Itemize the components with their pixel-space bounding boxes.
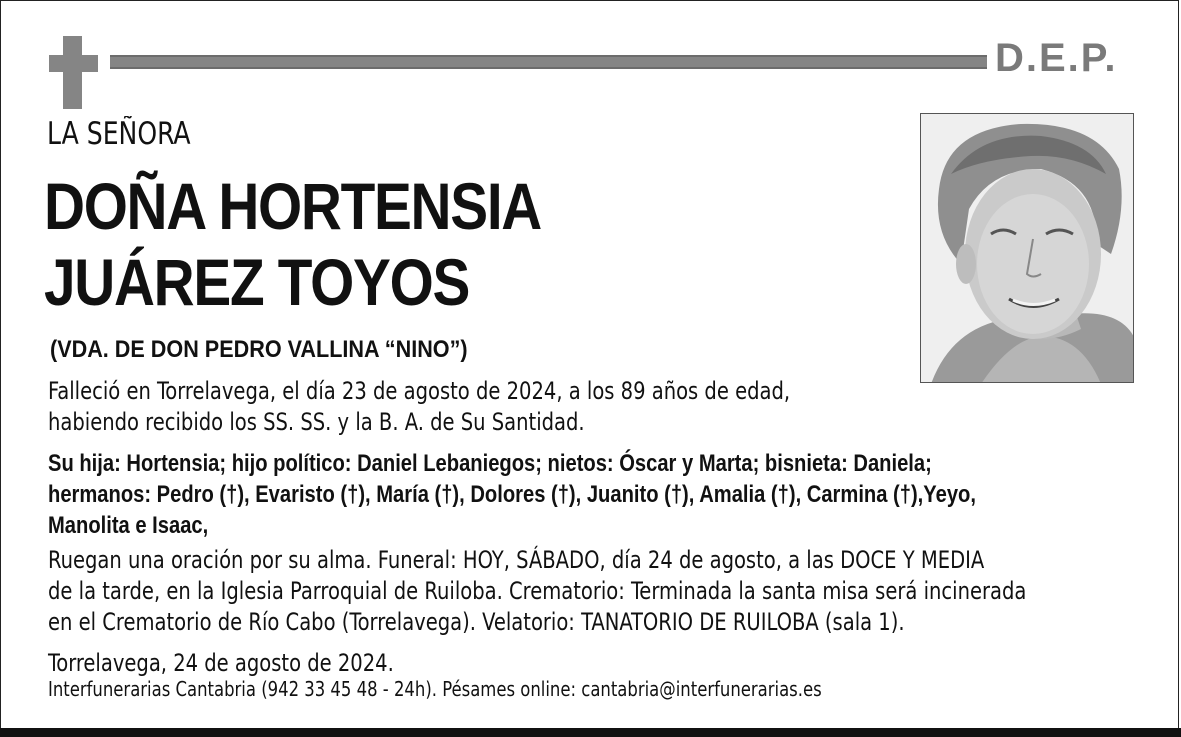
funeral-home-contact: Interfunerarias Cantabria (942 33 45 48 - 24h). Pésames online: cantabria@interfunerarias.es (48, 677, 822, 701)
title-label: LA SEÑORA (47, 116, 191, 152)
portrait-photo (920, 113, 1134, 383)
service-line-1: Ruegan una oración por su alma. Funeral: HOY, SÁBADO, día 24 de agosto, a las DOCE Y MEDIA (48, 546, 985, 574)
service-line-3: en el Crematorio de Río Cabo (Torrelavega). Velatorio: TANATORIO DE RUILOBA (sala 1). (48, 608, 905, 636)
bottom-rule (0, 728, 1181, 737)
family-line-2: hermanos: Pedro (†), Evaristo (†), María (†), Dolores (†), Juanito (†), Amalia (†), Carmina (†),Yeyo, (48, 481, 976, 508)
deceased-name-line-2: JUÁREZ TOYOS (44, 245, 470, 319)
service-line-2: de la tarde, en la Iglesia Parroquial de Ruiloba. Crematorio: Terminada la santa misa será incinerada (48, 577, 1027, 605)
family-line-3: Manolita e Isaac, (48, 512, 209, 539)
family-line-1: Su hija: Hortensia; hijo político: Daniel Lebaniegos; nietos: Óscar y Marta; bisnieta: Daniela; (48, 450, 932, 477)
death-notice-line-2: habiendo recibido los SS. SS. y la B. A. de Su Santidad. (48, 408, 585, 436)
place-date: Torrelavega, 24 de agosto de 2024. (48, 649, 394, 677)
death-notice-line-1: Falleció en Torrelavega, el día 23 de agosto de 2024, a los 89 años de edad, (48, 377, 791, 405)
dep-label: D.E.P. (995, 36, 1118, 80)
header-rule (110, 55, 987, 69)
widow-of: (VDA. DE DON PEDRO VALLINA “NINO”) (50, 336, 468, 363)
deceased-name-line-1: DOÑA HORTENSIA (44, 169, 541, 243)
